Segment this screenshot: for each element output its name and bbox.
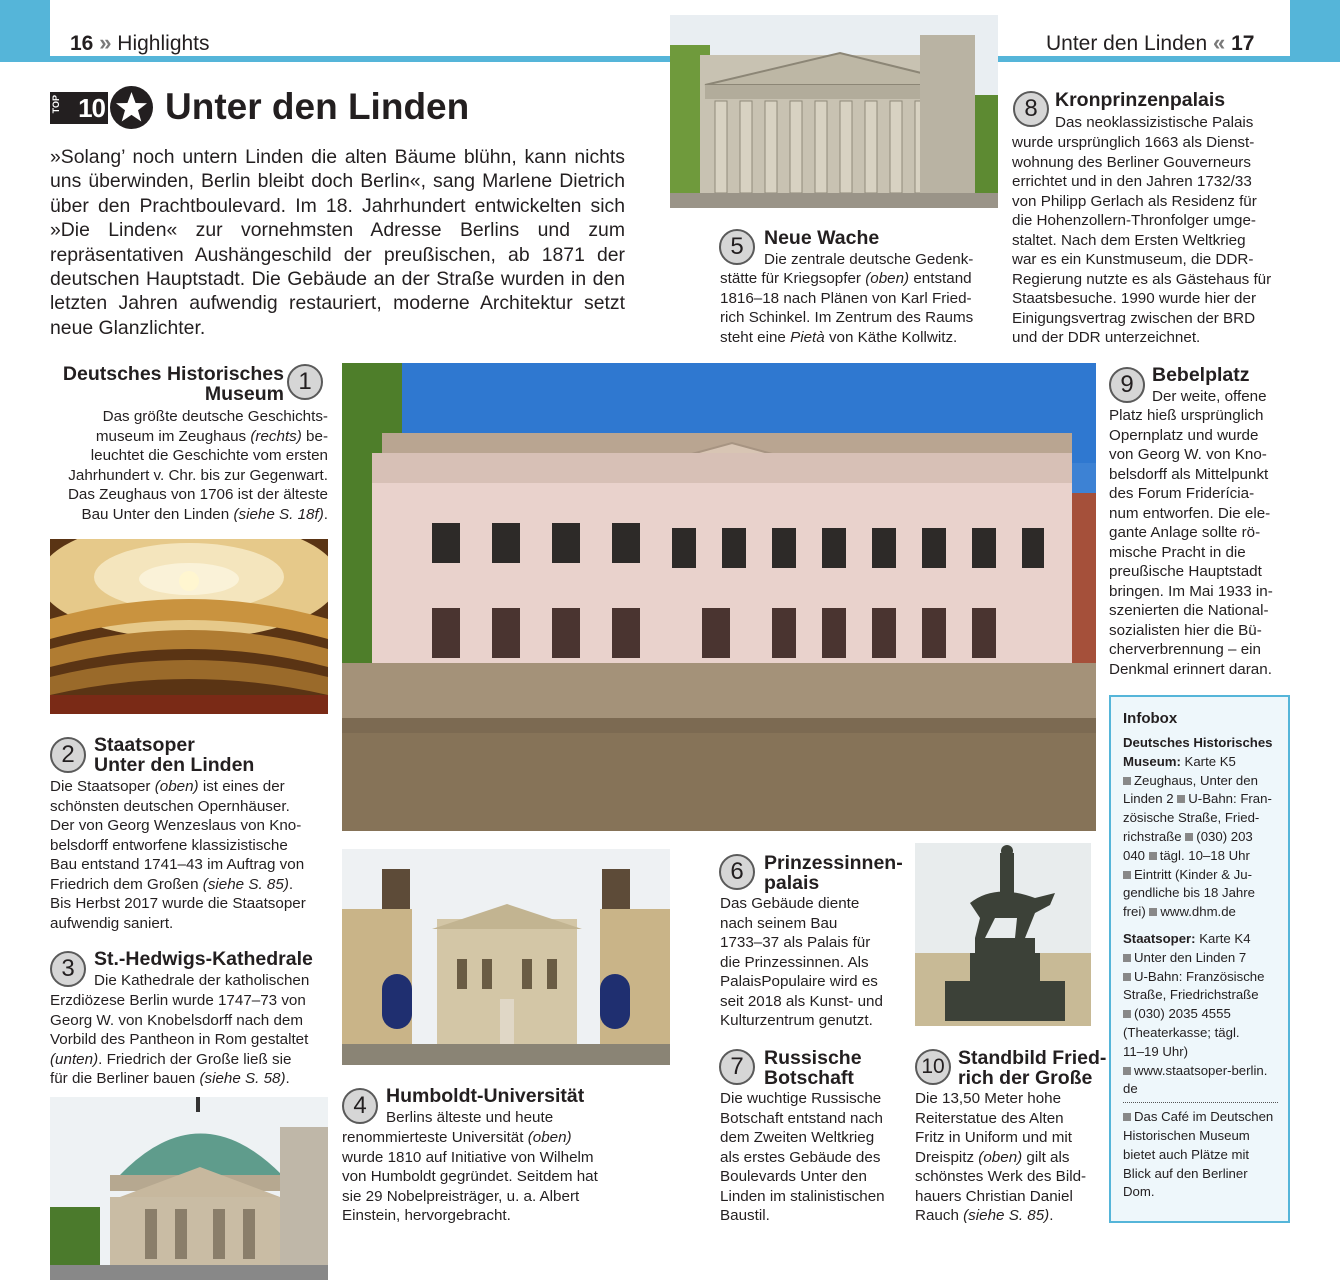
item-10-text: Die 13,50 Meter hohe Reiterstatue des Alten Fritz in Uniform und mit Dreispitz (oben) gilt als schönstes Werk des Bild- hauers Christian Daniel Rauch (siehe S. 85). [915,1090,1087,1224]
header-accent-right [1290,0,1340,62]
top10-badge-ten: 10 [78,93,105,123]
item-4-text: Berlins älteste und heute [386,1109,554,1126]
number-badge-1: 1 [287,364,323,400]
item-5-text: Die zentrale deutsche Gedenk- [764,251,974,268]
star-icon [110,86,153,129]
item-2-text: Die Staatsoper (oben) ist eines der schönsten deutschen Opernhäuser. Der von Georg Wenzeslaus von Kno- belsdorff entworfene klassizistische Bau entstand 1741–43 im Auftrag von Friedrich dem Großen (siehe S. 85). Bis Herbst 2017 wurde die Staatsoper aufwendig saniert. [50,778,306,932]
humboldt-photo [342,849,670,1065]
item-3-text-cont: Erzdiözese Berlin wurde 1747–73 von Georg W. von Knobelsdorff nach dem Vorbild des Pantheon in Rom gestaltet (unten). Friedrich der Große ließ sie für die Berliner bauen (siehe S. 58). [50,992,309,1087]
number-badge-10: 10 [915,1049,951,1085]
header-left [70,30,210,57]
infobox [1109,695,1290,1223]
number-badge-7: 7 [719,1049,755,1085]
infobox-title: Infobox [1123,710,1178,727]
friedrich-statue-photo [915,843,1091,1026]
item-3-heading: St.-Hedwigs-Kathedrale [94,948,313,970]
item-9-text: Der weite, offene [1152,388,1267,405]
item-6-text: Das Gebäude diente nach seinem Bau 1733–37 als Palais für die Prinzessinnen. Als PalaisPopulaire wird es seit 2018 als Kunst- und Kulturzentrum genutzt. [720,895,883,1029]
bullet-square-icon [1149,852,1157,860]
st-hedwig-photo [50,1097,328,1280]
intro-paragraph: »Solang’ noch untern Linden die alten Bäume blühn, kann nichts uns überwinden, Berlin bleibt doch Berlin«, sang Marlene Dietrich über den Prachtboulevard. Im 18. Jahrhundert entwickelten sich »Die Linden« zur vornehmsten Adresse Berlins und zum repräsentativen Aushängeschild der preußischen, ab 1871 der deutschen Hauptstadt. Die Gebäude an der Straße wurden in den letzten Jahren aufwendig restauriert, moderne Architektur setzt neue Glanzlichter. [50,146,625,339]
item-7-text: Die wuchtige Russische Botschaft entstand nach dem Zweiten Weltkrieg als erstes Gebäude des Boulevards Unter den Linden im stalinistischen Baustil. [720,1090,885,1224]
chevron-right-icon: » [99,30,112,55]
page-number-left: 16 [70,32,94,55]
infobox-divider [1123,1102,1278,1103]
bullet-square-icon [1149,908,1157,916]
section-label-left: Highlights [117,32,210,55]
item-7-heading: Russische Botschaft [764,1047,862,1089]
infobox-tip: Das Café im Deutschen Historischen Museum bietet auch Plätze mit Blick auf den Berliner Dom. [1123,1109,1274,1200]
item-1-text: Das größte deutsche Geschichts- museum im Zeughaus (rechts) be- leuchtet die Geschichte vom ersten Jahrhundert v. Chr. bis zur Gegenwart. Das Zeughaus von 1706 ist der älteste Bau Unter den Linden (siehe S. 18f). [67,408,328,523]
bullet-square-icon [1123,954,1131,962]
zeughaus-photo [342,363,1096,831]
bullet-square-icon [1123,1067,1131,1075]
item-3-text: Die Kathedrale der katholischen [94,972,310,989]
page-number-right: 17 [1231,32,1255,55]
staatsoper-photo [50,539,328,714]
item-9-heading: Bebelplatz [1152,364,1250,386]
neue-wache-photo [670,15,998,208]
number-badge-6: 6 [719,854,755,890]
top10-badge-top: TOP [51,95,61,114]
item-10-heading: Standbild Fried- rich der Große [958,1047,1107,1089]
header-accent-left [0,0,50,62]
item-5-text-cont: stätte für Kriegsopfer (oben) entstand 1816–18 nach Plänen von Karl Fried- rich Schinkel. Im Zentrum des Raums steht eine Pietà von Käthe Kollwitz. [720,270,974,346]
item-8-text-cont: wurde ursprünglich 1663 als Dienst- wohnung des Berliner Gouverneurs errichtet und in den Jahren 1732/33 von Philipp Gerlach als Residenz für die Hohenzollern-Thronfolger umge- staltet. Nach dem Ersten Weltkrieg war es ein Kunstmuseum, die DDR- Regierung nutzte es als Gästehaus für Staatsbesuche. 1990 wurde hier der Einigungsvertrag zwischen der BRD und der DDR unterzeichnet. [1012,134,1272,346]
number-badge-8: 8 [1013,91,1049,127]
bullet-square-icon [1123,777,1131,785]
number-badge-9: 9 [1109,367,1145,403]
infobox-staatsoper: Staatsoper: Karte K4 Unter den Linden 7 U-Bahn: Französische Straße, Friedrichstraße (030) 2035 4555 (Theaterkasse; tägl. 11–19 Uhr) www.staatsoper-berlin. de [1123,930,1268,1097]
bullet-square-icon [1177,795,1185,803]
number-badge-3: 3 [50,951,86,987]
chevron-left-icon: « [1212,30,1226,55]
item-6-heading: Prinzessinnen- palais [764,852,903,894]
item-9-text-cont: Platz hieß ursprünglich Opernplatz und wurde von Georg W. von Kno- belsdorff als Mittelpunkt des Forum Friderícia- num entworfen. Die ele- gante Anlage sollte rö- mische Pracht in die preußische Hauptstadt bringen. Im Mai 1933 in- szenierten die National- sozialisten hier die Bü- cherverbrennung – ein Denkmal erinnert daran. [1109,407,1273,678]
number-badge-4: 4 [342,1088,378,1124]
item-8-heading: Kronprinzenpalais [1055,89,1226,111]
bullet-square-icon [1185,833,1193,841]
bullet-square-icon [1123,1010,1131,1018]
section-label-right: Unter den Linden [1046,32,1208,55]
bullet-square-icon [1123,1113,1131,1121]
header-right [1046,30,1254,57]
item-1-heading: Deutsches Historisches Museum [62,363,284,405]
infobox-dhm: Deutsches Historisches Museum: Karte K5 Zeughaus, Unter den Linden 2 U-Bahn: Fran- zösische Straße, Fried- richstraße (030) 203 040 tägl. 10–18 Uhr Eintritt (Kinder & Ju- gendliche bis 18 Jahre frei) www.dhm.de [1123,735,1273,920]
item-4-heading: Humboldt-Universität [386,1085,585,1107]
item-8-text: Das neoklassizistische Palais [1055,114,1254,131]
item-2-heading: Staatsoper Unter den Linden [94,734,255,776]
page-title: Unter den Linden [165,86,470,127]
bullet-square-icon [1123,871,1131,879]
number-badge-5: 5 [719,229,755,265]
bullet-square-icon [1123,973,1131,981]
item-4-text-cont: renommierteste Universität (oben) wurde 1810 auf Initiative von Wilhelm von Humboldt gegründet. Seitdem hat sie 29 Nobelpreisträger, u. a. Albert Einstein, hervorgebracht. [342,1129,598,1224]
number-badge-2: 2 [50,737,86,773]
item-5-heading: Neue Wache [764,227,880,249]
top10-badge [50,92,108,124]
